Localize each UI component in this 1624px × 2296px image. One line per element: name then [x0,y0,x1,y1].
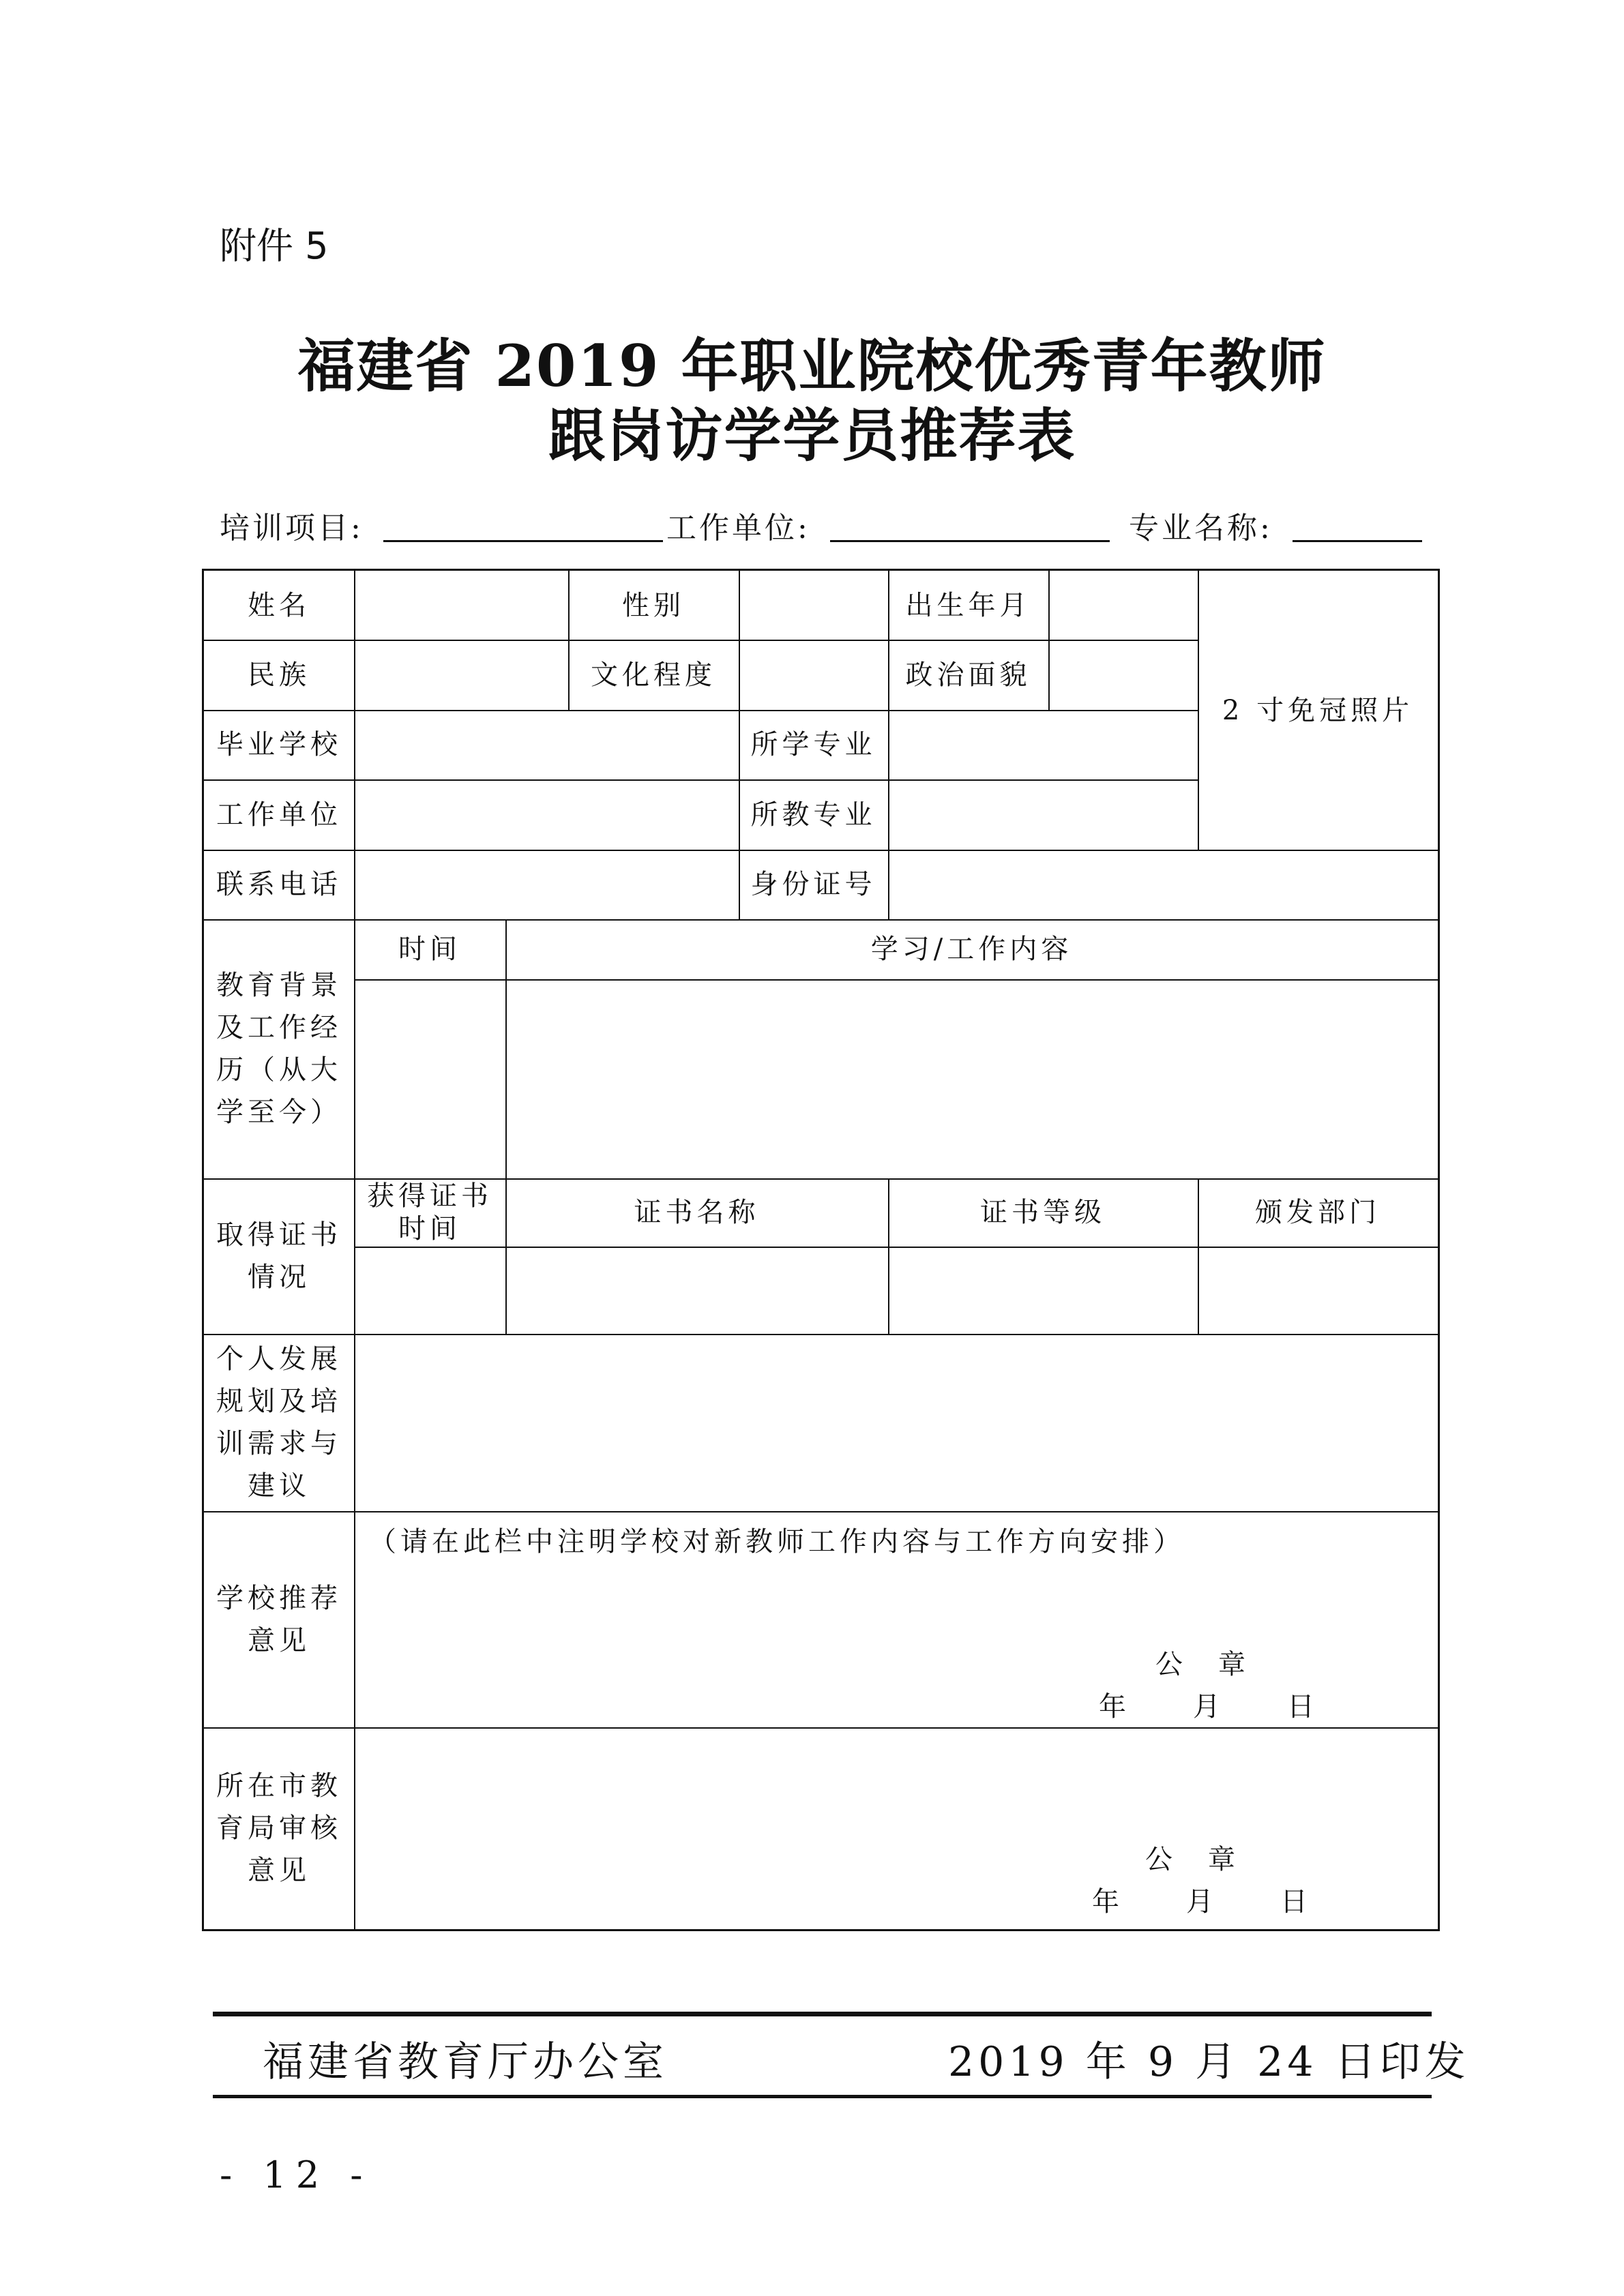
school-seal-label: 公 章 [1155,1649,1250,1680]
studied-major-label: 所学专业 [750,729,876,760]
work-unit-row-label: 工作单位 [216,799,342,831]
studied-major-field[interactable] [888,710,1198,779]
document-title-line1: 福建省 2019 年职业院校优秀青年教师 [297,332,1327,400]
work-unit-field[interactable] [354,779,739,850]
edu-time-field[interactable] [354,979,505,1178]
work-unit-blank[interactable] [830,540,1110,542]
major-name-label: 专业名称: [1129,511,1273,546]
cert-time-field[interactable] [354,1247,505,1334]
birth-field[interactable] [1048,571,1198,640]
name-label: 姓名 [248,589,310,621]
gender-label: 性别 [622,589,685,621]
taught-major-label: 所教专业 [750,799,876,831]
phone-field[interactable] [354,850,739,919]
major-name-blank[interactable] [1293,540,1422,542]
footer-bottom-rule [213,2095,1432,2098]
study-work-content-header: 学习/工作内容 [870,934,1073,965]
issuer-office: 福建省教育厅办公室 [263,2038,668,2086]
document-title-line2: 跟岗访学学员推荐表 [548,402,1076,469]
school-note: （请在此栏中注明学校对新教师工作内容与工作方向安排） [369,1526,1185,1557]
cert-level-header: 证书等级 [980,1197,1106,1228]
training-project-blank[interactable] [383,540,663,542]
cert-issuer-field[interactable] [1198,1247,1438,1334]
photo-box[interactable]: 2 寸免冠照片 [1222,694,1414,726]
certificates-label: 取得证书情况 [216,1219,342,1293]
training-project-label: 培训项目: [220,511,364,546]
school-recommend-label: 学校推荐意见 [216,1582,342,1656]
political-field[interactable] [1048,640,1198,710]
taught-major-field[interactable] [888,779,1198,850]
dev-plan-label: 个人发展规划及培训需求与建议 [216,1343,342,1502]
dev-plan-field[interactable] [354,1334,1438,1511]
attachment-label: 附件 5 [220,224,329,267]
phone-label: 联系电话 [216,869,342,900]
ethnicity-label: 民族 [248,659,310,691]
cert-level-field[interactable] [888,1247,1198,1334]
time-header: 时间 [398,934,461,965]
cert-issuer-header: 颁发部门 [1255,1197,1381,1228]
id-number-label: 身份证号 [750,869,876,900]
work-unit-label: 工作单位: [666,511,810,546]
page-number: - 12 - [220,2153,372,2196]
school-date-line: 年 月 日 [1099,1691,1318,1723]
id-number-field[interactable] [888,850,1438,919]
city-bureau-label: 所在市教育局审核意见 [216,1770,342,1886]
education-level-field[interactable] [739,640,888,710]
edu-content-field[interactable] [505,979,1438,1178]
footer-top-rule [213,2012,1432,2016]
ethnicity-field[interactable] [354,640,568,710]
cert-time-header: 获得证书时间 [367,1180,492,1244]
birth-label: 出生年月 [905,589,1031,621]
name-field[interactable] [354,571,568,640]
recommendation-form [202,569,1440,1931]
graduate-school-label: 毕业学校 [216,729,342,760]
edu-background-label: 教育背景及工作经历（从大学至今） [216,970,342,1128]
issue-date: 2019 年 9 月 24 日印发 [948,2038,1470,2086]
political-label: 政治面貌 [905,659,1031,691]
education-level-label: 文化程度 [591,659,716,691]
cert-name-header: 证书名称 [634,1197,760,1228]
gender-field[interactable] [739,571,888,640]
graduate-school-field[interactable] [354,710,739,779]
cert-name-field[interactable] [505,1247,888,1334]
city-date-line: 年 月 日 [1092,1886,1312,1918]
city-seal-label: 公 章 [1145,1844,1239,1875]
